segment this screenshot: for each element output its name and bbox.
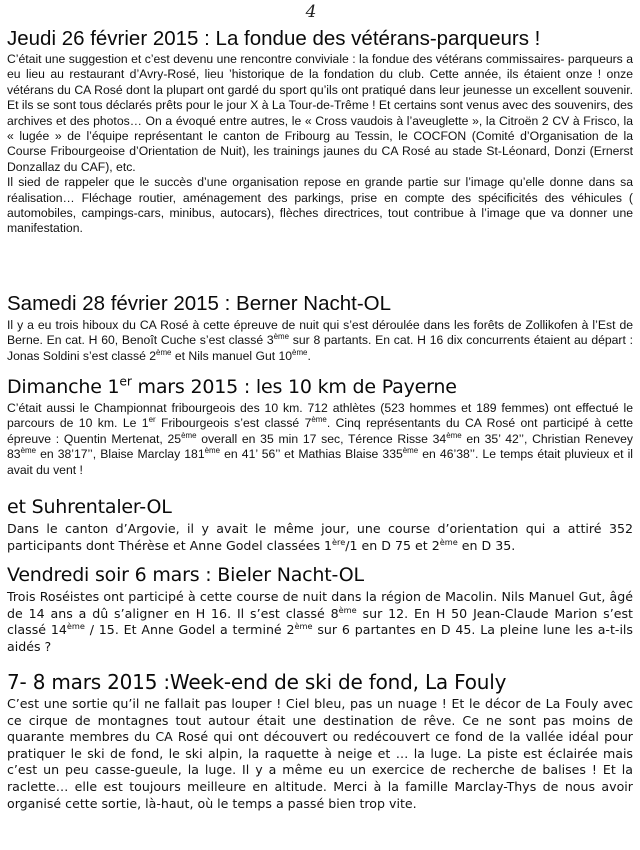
paragraph: C’était une suggestion et c’est devenu une rencontre conviviale : la fondue des vétérans commissaires- parqueurs a eu lieu au restaurant d’Avry-Rosé, lieu ’historique de la fondation du club. Cette année, ils étaient onze ! onze vétérans du CA Rosé dont la plupart ont gardé du sport qu’ils ont pratiqué dans leur jeunesse un excellent souvenir. Et ils se sont tous déclarés prêts pour le jour X à La Tour-de-Trême ! Et certains sont venus avec des souvenirs, des archives et des photos… On a évoqué entre autres, le « Cross vaudois à l’aveuglette », la Citroën 2 CV à Frisco, la « lugée » de l’équipe représentant le canton de Fribourg au Tessin, le COCFON (Comité d’Organisation de la Course Fribourgeoise d’Orientation de Nuit), les trainings jaunes du CA Rosé au stade St-Léonard, Donzi (Ernerst Donzallaz du CAF), etc. [7, 52, 633, 174]
paragraph: Il sied de rappeler que le succès d’une organisation repose en grande partie sur l’image qu’elle donne dans sa réalisation… Fléchage routier, aménagement des parkings, prise en compte des spécificités des véhicules ( automobiles, campings-cars, minibus, autocars), flèches directrices, tout contribue à l’image que va donner une manifestation. [7, 175, 633, 236]
section-10km-payerne [7, 375, 633, 478]
section-title: Dimanche 1er mars 2015 : les 10 km de Payerne [7, 375, 457, 398]
page-number: 4 [305, 2, 317, 22]
paragraph: Trois Roséistes ont participé à cette course de nuit dans la région de Macolin. Nils Manuel Gut, âgé de 14 ans a dû s’aligner en H 16. Il s’est classé 8ème sur 12. En H 50 Jean-Claude Marion s’est classé 14ème / 15. Et Anne Godel a terminé 2ème sur 6 partantes en D 45. La pleine lune les a-t-ils aidés ? [7, 589, 633, 654]
section-title: et Suhrentaler-OL [7, 496, 172, 518]
paragraph: C’était aussi le Championnat fribourgeois des 10 km. 712 athlètes (523 hommes et 189 femmes) ont effectué le parcours de 10 km. Le 1er Fribourgeois s’est classé 7ème. Cinq représentants du CA Rosé ont participé à cette épreuve : Quentin Mertenat, 25ème overall en 35 min 17 sec, Térence Risse 34ème en 35’ 42’’, Christian Renevey 83ème en 38’17’’, Blaise Marclay 181ème en 41’ 56’’ et Mathias Blaise 335ème en 46’38’’. Le temps était pluvieux et il avait du vent ! [7, 401, 633, 477]
section-fondue-veterans [7, 27, 633, 237]
section-berner-nacht-ol [7, 292, 633, 364]
section-title: Jeudi 26 février 2015 : La fondue des vétérans-parqueurs ! [7, 27, 541, 50]
paragraph: Il y a eu trois hiboux du CA Rosé à cette épreuve de nuit qui s’est déroulée dans les forêts de Zollikofen à l’Est de Berne. En cat. H 60, Benoît Cuche s’est classé 3ème sur 8 partants. En cat. H 16 dix concurrents étaient au départ : Jonas Soldini s’est classé 2ème et Nils manuel Gut 10ème. [7, 318, 633, 363]
section-bieler-nacht-ol [7, 563, 633, 655]
section-ski-la-fouly [7, 670, 633, 812]
paragraph: C’est une sortie qu’il ne fallait pas louper ! Ciel bleu, pas un nuage ! Et le décor de La Fouly avec ce cirque de montagnes tout autour était une destination de rêve. Ce ne sont pas moins de quarante membres du CA Rosé qui ont découvert ou redécouvert ce fond de la vallée idéal pour pratiquer le ski de fond, le ski alpin, la raquette à neige et … la luge. La piste est éclairée mais c’est un peu casse-gueule, la luge. Il y a même eu un exercice de recherche de balises ! Et la raclette… elle est toujours meilleure en altitude. Merci à la famille Marclay-Thys de nous avoir organisé cette sortie, là-haut, où le temps a passé bien trop vite. [7, 696, 633, 811]
section-title: Samedi 28 février 2015 : Berner Nacht-OL [7, 292, 391, 315]
section-suhrentaler-ol [7, 495, 633, 554]
paragraph: Dans le canton d’Argovie, il y avait le même jour, une course d’orientation qui a attiré 352 participants dont Thérèse et Anne Godel classées 1ère/1 en D 75 et 2ème en D 35. [7, 521, 633, 553]
section-title: 7- 8 mars 2015 :Week-end de ski de fond, La Fouly [7, 670, 507, 694]
section-title: Vendredi soir 6 mars : Bieler Nacht-OL [7, 564, 364, 586]
